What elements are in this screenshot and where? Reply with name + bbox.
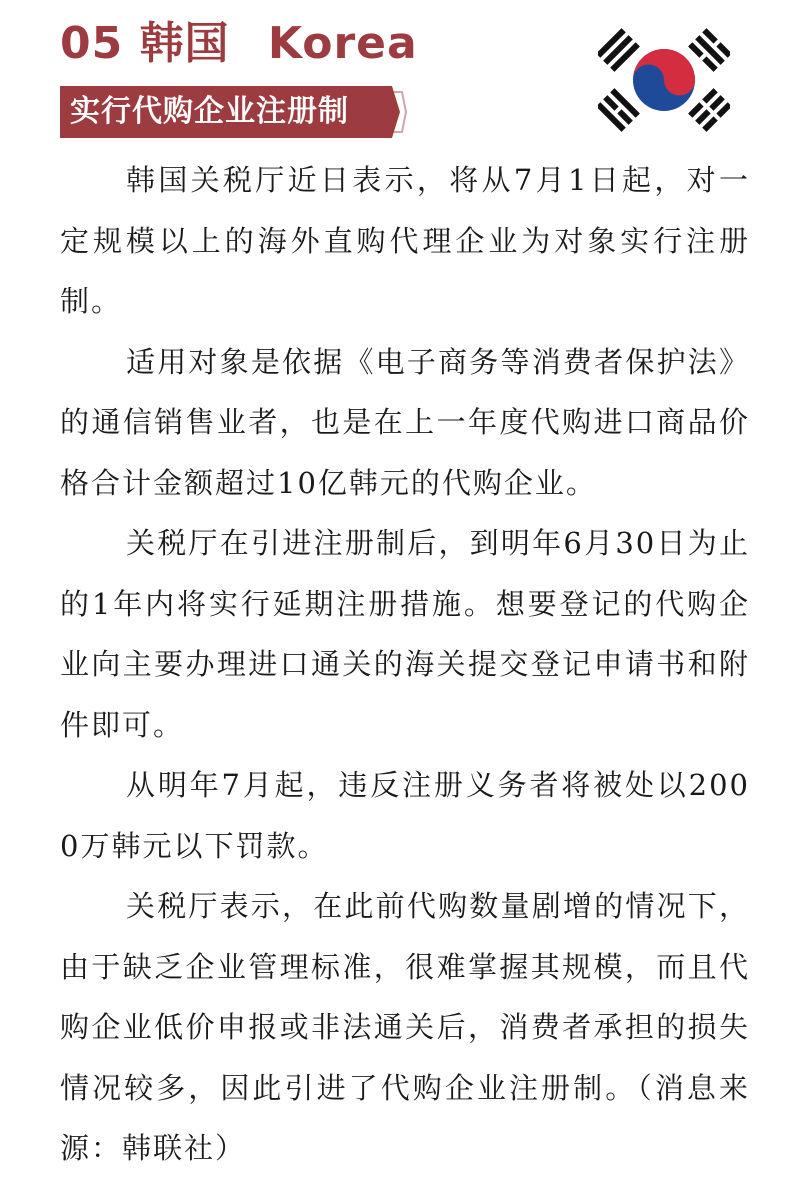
trigram-bottom-left-icon <box>598 88 640 132</box>
article-paragraph: 关税厅在引进注册制后，到明年6月30日为止的1年内将实行延期注册措施。想要登记的代购企业向主要办理进口通关的海关提交登记申请书和附件即可。 <box>60 526 750 742</box>
article-paragraph: 关税厅表示，在此前代购数量剧增的情况下，由于缺乏企业管理标准，很难掌握其规模，而且代购企业低价申报或非法通关后，消费者承担的损失情况较多，因此引进了代购企业注册制。（消息来源：韩联社） <box>60 889 750 1165</box>
article-paragraph: 适用对象是依据《电子商务等消费者保护法》的通信销售业者，也是在上一年度代购进口商品价格合计金额超过10亿韩元的代购企业。 <box>60 344 750 500</box>
article-body <box>60 150 750 1179</box>
trigram-bottom-right-icon <box>688 88 730 132</box>
page-title <box>60 14 418 74</box>
title-number: 05 <box>60 18 124 69</box>
trigram-top-right-icon <box>688 28 730 72</box>
title-country-cn: 韩国 <box>139 18 230 69</box>
taegeuk-icon <box>633 49 695 111</box>
trigram-top-left-icon <box>598 28 640 72</box>
article-paragraph: 韩国关税厅近日表示，将从7月1日起，对一定规模以上的海外直购代理企业为对象实行注册制。 <box>60 163 750 318</box>
subtitle-banner <box>60 86 410 138</box>
subtitle-text: 实行代购企业注册制 <box>70 94 349 129</box>
title-country-en: Korea <box>267 18 418 69</box>
south-korea-flag-icon <box>598 28 730 132</box>
article-paragraph: 从明年7月起，违反注册义务者将被处以2000万韩元以下罚款。 <box>60 768 750 863</box>
